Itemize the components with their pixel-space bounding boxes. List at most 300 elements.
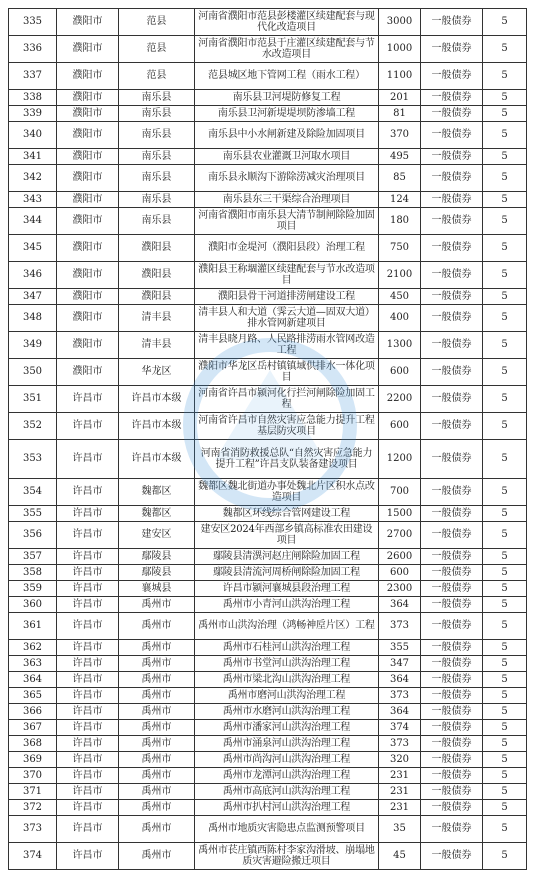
term-years-cell: 5 <box>483 289 527 305</box>
table-body <box>9 9 527 870</box>
term-years-cell: 5 <box>483 192 527 208</box>
bond-type-cell: 一般债券 <box>421 688 483 704</box>
table-row <box>9 672 527 688</box>
project-name-cell: 濮阳县王称堌灌区续建配套与节水改造项目 <box>195 262 379 289</box>
county-cell: 华龙区 <box>119 359 195 386</box>
city-cell: 许昌市 <box>57 688 119 704</box>
term-years-cell: 5 <box>483 106 527 122</box>
row-number-cell: 347 <box>9 289 57 305</box>
row-number-cell: 362 <box>9 640 57 656</box>
city-cell: 濮阳市 <box>57 332 119 359</box>
amount-cell: 35 <box>379 816 421 843</box>
term-years-cell: 5 <box>483 613 527 640</box>
bond-type-cell: 一般债券 <box>421 165 483 192</box>
project-name-cell: 禹州市磨河山洪沟治理工程 <box>195 688 379 704</box>
project-name-cell: 河南省消防救援总队“自然灾害应急能力提升工程”许昌支队装备建设项目 <box>195 440 379 479</box>
term-years-cell: 5 <box>483 479 527 506</box>
table-row <box>9 640 527 656</box>
term-years-cell: 5 <box>483 581 527 597</box>
project-name-cell: 范县城区地下管网工程（雨水工程） <box>195 63 379 90</box>
table-row <box>9 597 527 613</box>
project-name-cell: 禹州市小青河山洪沟治理工程 <box>195 597 379 613</box>
amount-cell: 364 <box>379 597 421 613</box>
county-cell: 许昌市本级 <box>119 386 195 413</box>
table-row <box>9 613 527 640</box>
table-row <box>9 359 527 386</box>
city-cell: 许昌市 <box>57 522 119 549</box>
city-cell: 许昌市 <box>57 479 119 506</box>
amount-cell: 1300 <box>379 332 421 359</box>
county-cell: 禹州市 <box>119 640 195 656</box>
county-cell: 许昌市本级 <box>119 413 195 440</box>
term-years-cell: 5 <box>483 149 527 165</box>
county-cell: 禹州市 <box>119 656 195 672</box>
city-cell: 濮阳市 <box>57 90 119 106</box>
row-number-cell: 364 <box>9 672 57 688</box>
term-years-cell: 5 <box>483 565 527 581</box>
table-row <box>9 479 527 506</box>
row-number-cell: 344 <box>9 208 57 235</box>
bond-type-cell: 一般债券 <box>421 192 483 208</box>
city-cell: 许昌市 <box>57 704 119 720</box>
amount-cell: 1000 <box>379 36 421 63</box>
table-row <box>9 235 527 262</box>
amount-cell: 45 <box>379 843 421 870</box>
row-number-cell: 367 <box>9 720 57 736</box>
bond-type-cell: 一般债券 <box>421 9 483 36</box>
project-name-cell: 禹州市书堂河山洪沟治理工程 <box>195 656 379 672</box>
row-number-cell: 352 <box>9 413 57 440</box>
table-row <box>9 736 527 752</box>
county-cell: 禹州市 <box>119 768 195 784</box>
amount-cell: 750 <box>379 235 421 262</box>
row-number-cell: 335 <box>9 9 57 36</box>
row-number-cell: 345 <box>9 235 57 262</box>
table-row <box>9 332 527 359</box>
city-cell: 濮阳市 <box>57 235 119 262</box>
amount-cell: 1200 <box>379 440 421 479</box>
county-cell: 禹州市 <box>119 597 195 613</box>
row-number-cell: 360 <box>9 597 57 613</box>
amount-cell: 347 <box>379 656 421 672</box>
term-years-cell: 5 <box>483 208 527 235</box>
amount-cell: 231 <box>379 800 421 816</box>
project-name-cell: 濮阳市金堤河（濮阳县段）治理工程 <box>195 235 379 262</box>
bond-type-cell: 一般债券 <box>421 262 483 289</box>
table-row <box>9 688 527 704</box>
bond-type-cell: 一般债券 <box>421 816 483 843</box>
county-cell: 禹州市 <box>119 800 195 816</box>
row-number-cell: 337 <box>9 63 57 90</box>
project-name-cell: 南乐县卫河堤防修复工程 <box>195 90 379 106</box>
bond-type-cell: 一般债券 <box>421 106 483 122</box>
city-cell: 许昌市 <box>57 784 119 800</box>
bond-type-cell: 一般债券 <box>421 640 483 656</box>
amount-cell: 85 <box>379 165 421 192</box>
county-cell: 清丰县 <box>119 305 195 332</box>
amount-cell: 450 <box>379 289 421 305</box>
term-years-cell: 5 <box>483 549 527 565</box>
row-number-cell: 338 <box>9 90 57 106</box>
table-row <box>9 704 527 720</box>
term-years-cell: 5 <box>483 784 527 800</box>
table-row <box>9 440 527 479</box>
row-number-cell: 336 <box>9 36 57 63</box>
bond-type-cell: 一般债券 <box>421 768 483 784</box>
row-number-cell: 373 <box>9 816 57 843</box>
county-cell: 禹州市 <box>119 613 195 640</box>
term-years-cell: 5 <box>483 386 527 413</box>
row-number-cell: 339 <box>9 106 57 122</box>
table-row <box>9 522 527 549</box>
row-number-cell: 341 <box>9 149 57 165</box>
table-row <box>9 165 527 192</box>
project-name-cell: 许昌市颍河襄城县段治理工程 <box>195 581 379 597</box>
term-years-cell: 5 <box>483 305 527 332</box>
term-years-cell: 5 <box>483 736 527 752</box>
city-cell: 许昌市 <box>57 386 119 413</box>
table-row <box>9 843 527 870</box>
term-years-cell: 5 <box>483 413 527 440</box>
county-cell: 范县 <box>119 63 195 90</box>
bond-type-cell: 一般债券 <box>421 752 483 768</box>
term-years-cell: 5 <box>483 656 527 672</box>
project-name-cell: 南乐县农业灌溉卫河取水项目 <box>195 149 379 165</box>
row-number-cell: 372 <box>9 800 57 816</box>
project-name-cell: 鄢陵县清潩河赵庄闸除险加固工程 <box>195 549 379 565</box>
county-cell: 魏都区 <box>119 479 195 506</box>
term-years-cell: 5 <box>483 359 527 386</box>
term-years-cell: 5 <box>483 640 527 656</box>
city-cell: 许昌市 <box>57 672 119 688</box>
project-name-cell: 禹州市尚沟河山洪沟治理工程 <box>195 752 379 768</box>
project-name-cell: 河南省濮阳市范县于庄灌区续建配套与节水改造项目 <box>195 36 379 63</box>
table-row <box>9 36 527 63</box>
table-row <box>9 656 527 672</box>
project-name-cell: 禹州市地质灾害隐患点监测预警项目 <box>195 816 379 843</box>
bond-type-cell: 一般债券 <box>421 784 483 800</box>
term-years-cell: 5 <box>483 843 527 870</box>
term-years-cell: 5 <box>483 332 527 359</box>
city-cell: 濮阳市 <box>57 9 119 36</box>
city-cell: 许昌市 <box>57 640 119 656</box>
table-row <box>9 506 527 522</box>
city-cell: 濮阳市 <box>57 359 119 386</box>
bond-type-cell: 一般债券 <box>421 386 483 413</box>
bond-type-cell: 一般债券 <box>421 549 483 565</box>
bond-type-cell: 一般债券 <box>421 672 483 688</box>
table-row <box>9 63 527 90</box>
project-name-cell: 禹州市山洪沟治理（鸿畅神垕片区）工程 <box>195 613 379 640</box>
amount-cell: 3000 <box>379 9 421 36</box>
bond-type-cell: 一般债券 <box>421 289 483 305</box>
term-years-cell: 5 <box>483 440 527 479</box>
table-row <box>9 581 527 597</box>
county-cell: 禹州市 <box>119 720 195 736</box>
county-cell: 禹州市 <box>119 752 195 768</box>
city-cell: 许昌市 <box>57 506 119 522</box>
term-years-cell: 5 <box>483 768 527 784</box>
county-cell: 范县 <box>119 9 195 36</box>
amount-cell: 2700 <box>379 522 421 549</box>
bond-type-cell: 一般债券 <box>421 581 483 597</box>
amount-cell: 355 <box>379 640 421 656</box>
term-years-cell: 5 <box>483 522 527 549</box>
term-years-cell: 5 <box>483 720 527 736</box>
county-cell: 禹州市 <box>119 784 195 800</box>
table-row <box>9 549 527 565</box>
bond-type-cell: 一般债券 <box>421 843 483 870</box>
amount-cell: 81 <box>379 106 421 122</box>
bond-type-cell: 一般债券 <box>421 36 483 63</box>
term-years-cell: 5 <box>483 672 527 688</box>
amount-cell: 231 <box>379 784 421 800</box>
county-cell: 南乐县 <box>119 192 195 208</box>
table-row <box>9 9 527 36</box>
county-cell: 南乐县 <box>119 106 195 122</box>
table-row <box>9 768 527 784</box>
bond-type-cell: 一般债券 <box>421 720 483 736</box>
table-row <box>9 305 527 332</box>
term-years-cell: 5 <box>483 262 527 289</box>
city-cell: 濮阳市 <box>57 36 119 63</box>
county-cell: 南乐县 <box>119 90 195 106</box>
amount-cell: 2600 <box>379 549 421 565</box>
county-cell: 清丰县 <box>119 332 195 359</box>
row-number-cell: 340 <box>9 122 57 149</box>
amount-cell: 320 <box>379 752 421 768</box>
term-years-cell: 5 <box>483 90 527 106</box>
bond-type-cell: 一般债券 <box>421 656 483 672</box>
city-cell: 许昌市 <box>57 413 119 440</box>
amount-cell: 364 <box>379 672 421 688</box>
row-number-cell: 357 <box>9 549 57 565</box>
city-cell: 濮阳市 <box>57 165 119 192</box>
county-cell: 濮阳县 <box>119 262 195 289</box>
row-number-cell: 358 <box>9 565 57 581</box>
bond-type-cell: 一般债券 <box>421 208 483 235</box>
bond-type-cell: 一般债券 <box>421 736 483 752</box>
project-name-cell: 魏都区环线综合管网建设工程 <box>195 506 379 522</box>
amount-cell: 1100 <box>379 63 421 90</box>
city-cell: 濮阳市 <box>57 208 119 235</box>
county-cell: 濮阳县 <box>119 289 195 305</box>
term-years-cell: 5 <box>483 688 527 704</box>
county-cell: 禹州市 <box>119 736 195 752</box>
project-name-cell: 禹州市潘家河山洪沟治理工程 <box>195 720 379 736</box>
table-row <box>9 289 527 305</box>
term-years-cell: 5 <box>483 235 527 262</box>
bond-type-cell: 一般债券 <box>421 149 483 165</box>
row-number-cell: 350 <box>9 359 57 386</box>
bond-type-cell: 一般债券 <box>421 122 483 149</box>
project-name-cell: 禹州市水磨河山洪沟治理工程 <box>195 704 379 720</box>
table-row <box>9 90 527 106</box>
county-cell: 禹州市 <box>119 816 195 843</box>
table-row <box>9 106 527 122</box>
city-cell: 濮阳市 <box>57 305 119 332</box>
row-number-cell: 355 <box>9 506 57 522</box>
project-name-cell: 鄢陵县清流河周桥闸除险加固工程 <box>195 565 379 581</box>
row-number-cell: 353 <box>9 440 57 479</box>
row-number-cell: 348 <box>9 305 57 332</box>
county-cell: 许昌市本级 <box>119 440 195 479</box>
project-name-cell: 禹州市扒村河山洪沟治理工程 <box>195 800 379 816</box>
table-row <box>9 122 527 149</box>
project-name-cell: 河南省濮阳市范县彭楼灌区续建配套与现代化改造项目 <box>195 9 379 36</box>
amount-cell: 373 <box>379 736 421 752</box>
amount-cell: 373 <box>379 613 421 640</box>
county-cell: 鄢陵县 <box>119 565 195 581</box>
term-years-cell: 5 <box>483 704 527 720</box>
bond-project-table <box>8 8 527 870</box>
project-name-cell: 河南省许昌市颍河化行拦河闸除险加固工程 <box>195 386 379 413</box>
bond-type-cell: 一般债券 <box>421 305 483 332</box>
project-name-cell: 南乐县东三干渠综合治理项目 <box>195 192 379 208</box>
city-cell: 濮阳市 <box>57 106 119 122</box>
city-cell: 许昌市 <box>57 768 119 784</box>
project-name-cell: 禹州市涌泉河山洪沟治理工程 <box>195 736 379 752</box>
city-cell: 许昌市 <box>57 565 119 581</box>
term-years-cell: 5 <box>483 36 527 63</box>
table-row <box>9 784 527 800</box>
row-number-cell: 365 <box>9 688 57 704</box>
amount-cell: 370 <box>379 122 421 149</box>
row-number-cell: 356 <box>9 522 57 549</box>
row-number-cell: 374 <box>9 843 57 870</box>
row-number-cell: 361 <box>9 613 57 640</box>
city-cell: 濮阳市 <box>57 122 119 149</box>
project-name-cell: 魏都区魏北街道办事处魏北片区积水点改造项目 <box>195 479 379 506</box>
bond-type-cell: 一般债券 <box>421 506 483 522</box>
term-years-cell: 5 <box>483 165 527 192</box>
city-cell: 许昌市 <box>57 843 119 870</box>
county-cell: 建安区 <box>119 522 195 549</box>
bond-type-cell: 一般债券 <box>421 90 483 106</box>
bond-type-cell: 一般债券 <box>421 613 483 640</box>
amount-cell: 231 <box>379 768 421 784</box>
table-row <box>9 800 527 816</box>
amount-cell: 400 <box>379 305 421 332</box>
project-name-cell: 禹州市梁北沟山洪沟治理工程 <box>195 672 379 688</box>
term-years-cell: 5 <box>483 816 527 843</box>
table-row <box>9 565 527 581</box>
project-name-cell: 南乐县卫河新堤堤坝防渗墙工程 <box>195 106 379 122</box>
city-cell: 濮阳市 <box>57 262 119 289</box>
bond-type-cell: 一般债券 <box>421 332 483 359</box>
county-cell: 禹州市 <box>119 688 195 704</box>
project-name-cell: 禹州市苌庄镇西陈村李家沟滑坡、崩塌地质灾害避险搬迁项目 <box>195 843 379 870</box>
city-cell: 许昌市 <box>57 440 119 479</box>
city-cell: 许昌市 <box>57 800 119 816</box>
row-number-cell: 363 <box>9 656 57 672</box>
city-cell: 许昌市 <box>57 549 119 565</box>
table-row <box>9 816 527 843</box>
row-number-cell: 370 <box>9 768 57 784</box>
city-cell: 许昌市 <box>57 581 119 597</box>
amount-cell: 600 <box>379 565 421 581</box>
amount-cell: 373 <box>379 688 421 704</box>
bond-type-cell: 一般债券 <box>421 235 483 262</box>
county-cell: 南乐县 <box>119 149 195 165</box>
city-cell: 许昌市 <box>57 656 119 672</box>
term-years-cell: 5 <box>483 122 527 149</box>
table-row <box>9 149 527 165</box>
project-name-cell: 清丰县晓月路、人民路排涝雨水管网改造工程 <box>195 332 379 359</box>
table-row <box>9 208 527 235</box>
term-years-cell: 5 <box>483 800 527 816</box>
table-row <box>9 752 527 768</box>
amount-cell: 600 <box>379 359 421 386</box>
row-number-cell: 359 <box>9 581 57 597</box>
project-name-cell: 清丰县人和大道（霁云大道—固双大道）排水管网新建项目 <box>195 305 379 332</box>
county-cell: 南乐县 <box>119 122 195 149</box>
table-row <box>9 262 527 289</box>
project-name-cell: 禹州市龙潭河山洪沟治理工程 <box>195 768 379 784</box>
city-cell: 濮阳市 <box>57 63 119 90</box>
city-cell: 许昌市 <box>57 720 119 736</box>
amount-cell: 124 <box>379 192 421 208</box>
amount-cell: 201 <box>379 90 421 106</box>
city-cell: 许昌市 <box>57 613 119 640</box>
amount-cell: 2200 <box>379 386 421 413</box>
project-name-cell: 南乐县中小水闸新建及除险加固项目 <box>195 122 379 149</box>
row-number-cell: 342 <box>9 165 57 192</box>
table-row <box>9 413 527 440</box>
city-cell: 濮阳市 <box>57 149 119 165</box>
project-name-cell: 河南省许昌市自然灾害应急能力提升工程基层防灾项目 <box>195 413 379 440</box>
bond-type-cell: 一般债券 <box>421 63 483 90</box>
table-row <box>9 192 527 208</box>
county-cell: 南乐县 <box>119 208 195 235</box>
bond-type-cell: 一般债券 <box>421 522 483 549</box>
project-name-cell: 禹州市石桂河山洪沟治理工程 <box>195 640 379 656</box>
amount-cell: 374 <box>379 720 421 736</box>
city-cell: 许昌市 <box>57 736 119 752</box>
bond-type-cell: 一般债券 <box>421 440 483 479</box>
table-row <box>9 386 527 413</box>
amount-cell: 2100 <box>379 262 421 289</box>
row-number-cell: 349 <box>9 332 57 359</box>
row-number-cell: 351 <box>9 386 57 413</box>
county-cell: 魏都区 <box>119 506 195 522</box>
county-cell: 濮阳县 <box>119 235 195 262</box>
amount-cell: 700 <box>379 479 421 506</box>
city-cell: 许昌市 <box>57 816 119 843</box>
bond-type-cell: 一般债券 <box>421 479 483 506</box>
city-cell: 濮阳市 <box>57 192 119 208</box>
row-number-cell: 371 <box>9 784 57 800</box>
county-cell: 禹州市 <box>119 704 195 720</box>
project-name-cell: 河南省濮阳市南乐县大清节制闸除险加固项目 <box>195 208 379 235</box>
row-number-cell: 343 <box>9 192 57 208</box>
amount-cell: 495 <box>379 149 421 165</box>
term-years-cell: 5 <box>483 752 527 768</box>
term-years-cell: 5 <box>483 63 527 90</box>
county-cell: 襄城县 <box>119 581 195 597</box>
table-row <box>9 720 527 736</box>
county-cell: 禹州市 <box>119 672 195 688</box>
bond-type-cell: 一般债券 <box>421 565 483 581</box>
row-number-cell: 366 <box>9 704 57 720</box>
term-years-cell: 5 <box>483 597 527 613</box>
county-cell: 南乐县 <box>119 165 195 192</box>
bond-type-cell: 一般债券 <box>421 800 483 816</box>
term-years-cell: 5 <box>483 506 527 522</box>
amount-cell: 364 <box>379 704 421 720</box>
amount-cell: 1500 <box>379 506 421 522</box>
amount-cell: 180 <box>379 208 421 235</box>
